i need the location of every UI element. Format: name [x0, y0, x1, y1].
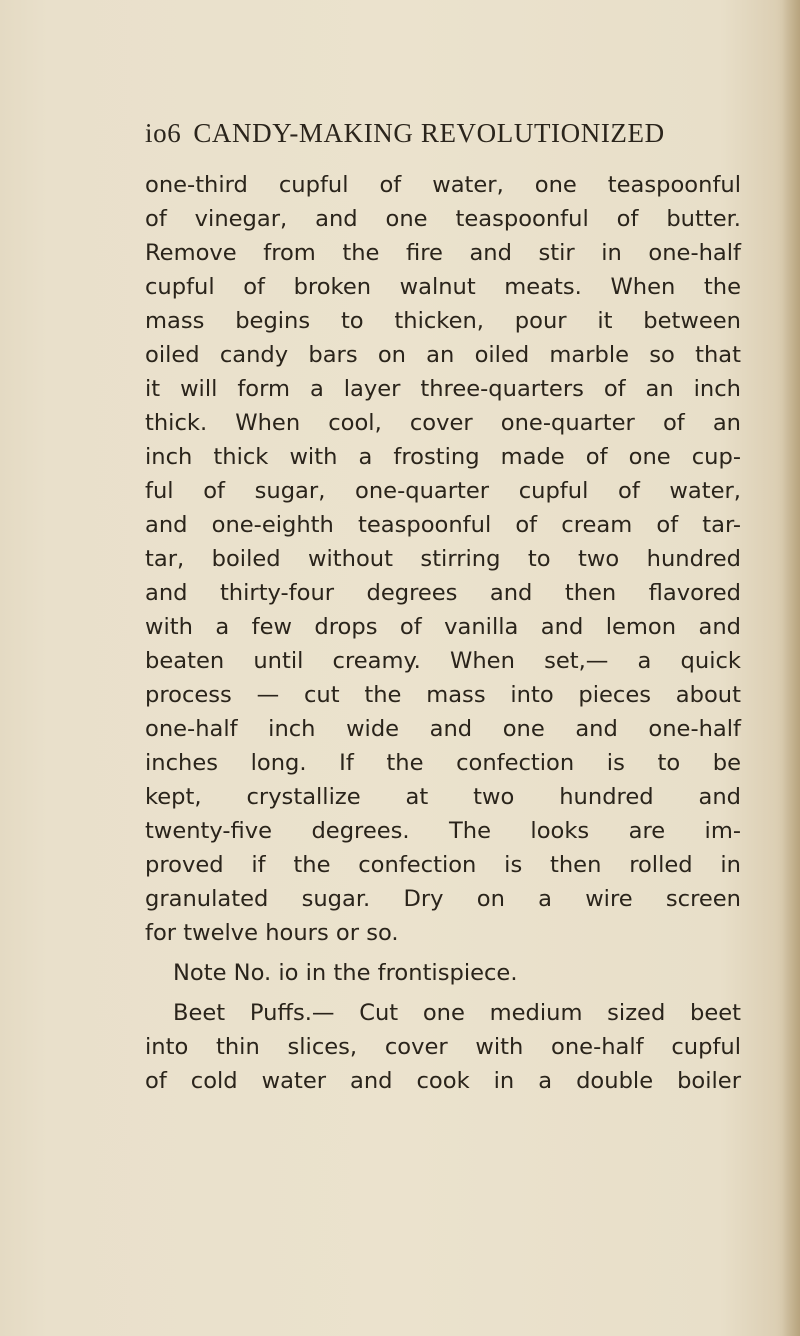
- text-line: and thirty-four degrees and then flavored: [145, 580, 741, 606]
- page-number: io6: [145, 118, 182, 148]
- text-line: Remove from the fire and stir in one-half: [145, 240, 741, 266]
- text-line: for twelve hours or so.: [145, 920, 399, 946]
- text-line: kept, crystallize at two hundred and: [145, 784, 741, 810]
- text-line: process — cut the mass into pieces about: [145, 682, 741, 708]
- text-line: inch thick with a frosting made of one cup-: [145, 444, 741, 470]
- text-line: granulated sugar. Dry on a wire screen: [145, 886, 741, 912]
- text-line: thick. When cool, cover one-quarter of an: [145, 410, 741, 436]
- text-line: one-half inch wide and one and one-half: [145, 716, 741, 742]
- text-line: and one-eighth teaspoonful of cream of tar-: [145, 512, 741, 538]
- text-line: oiled candy bars on an oiled marble so that: [145, 342, 741, 368]
- text-line: of cold water and cook in a double boiler: [145, 1068, 741, 1094]
- text-line: beaten until creamy. When set,— a quick: [145, 648, 741, 674]
- text-line: with a few drops of vanilla and lemon and: [145, 614, 741, 640]
- text-line: mass begins to thicken, pour it between: [145, 308, 741, 334]
- text-line: ful of sugar, one-quarter cupful of water,: [145, 478, 741, 504]
- text-line: of vinegar, and one teaspoonful of butter.: [145, 206, 741, 232]
- text-line: into thin slices, cover with one-half cupful: [145, 1034, 741, 1060]
- page-edge-shadow: [782, 0, 800, 1336]
- text-line: proved if the confection is then rolled in: [145, 852, 741, 878]
- running-header: [145, 118, 745, 149]
- note-line: Note No. io in the frontispiece.: [173, 960, 518, 986]
- text-line: tar, boiled without stirring to two hundred: [145, 546, 741, 572]
- running-title: CANDY-MAKING REVOLUTIONIZED: [193, 118, 665, 148]
- text-line: it will form a layer three-quarters of an inch: [145, 376, 741, 402]
- text-line: one-third cupful of water, one teaspoonful: [145, 172, 741, 198]
- body-text: [145, 168, 741, 1098]
- text-line: twenty-five degrees. The looks are im-: [145, 818, 741, 844]
- text-line: inches long. If the confection is to be: [145, 750, 741, 776]
- text-line: Beet Puffs.— Cut one medium sized beet: [173, 1000, 741, 1026]
- text-line: cupful of broken walnut meats. When the: [145, 274, 741, 300]
